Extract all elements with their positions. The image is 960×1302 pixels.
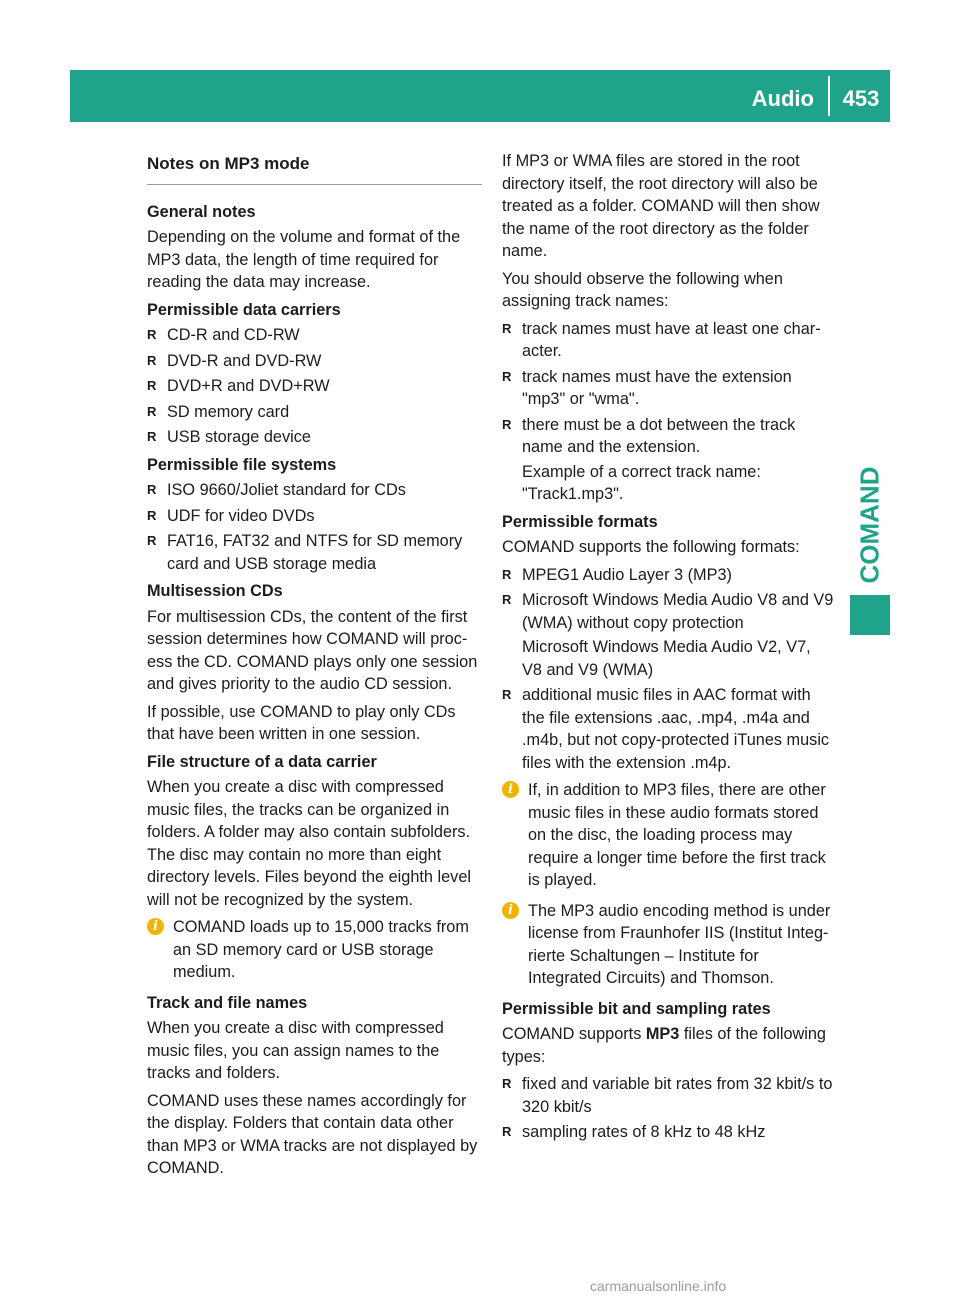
side-tab-label: COMAND (854, 466, 885, 584)
track-example: Example of a correct track name: "Track1.mp3". (522, 462, 761, 503)
list-item: R UDF for video DVDs (147, 505, 482, 528)
info-icon: i (502, 781, 519, 798)
bullet-icon: R (147, 533, 157, 548)
multisession-text: For multisession CDs, the content of the first session determines how COMAND will proc-ess the CD. COMAND plays only one session and gives priority to the audio CD session. (147, 607, 478, 693)
section-title: Audio (751, 86, 814, 111)
formats-intro: COMAND supports the following formats: (502, 538, 800, 556)
track-rules-list (502, 318, 834, 506)
note (147, 916, 482, 984)
formats-heading: Permissible formats (502, 512, 658, 531)
bitrates-intro: COMAND supports MP3 files of the following types: (502, 1025, 826, 1066)
list-item: R DVD-R and DVD-RW (147, 350, 482, 373)
list-item: R Microsoft Windows Media Audio V8 and V9 (WMA) without copy protection Microsoft Windows Media Audio V2, V7, V8 and V9 (WMA) (502, 589, 834, 681)
bullet-icon: R (147, 378, 157, 393)
bullet-icon: R (502, 1076, 512, 1091)
side-block (850, 595, 890, 635)
track-names-text-2: COMAND uses these names accordingly for the display. Folders that contain data other than MP3 or WMA tracks are not displayed by COMAND. (147, 1091, 478, 1177)
general-notes-text: Depending on the volume and format of the MP3 data, the length of time required for reading the data may increase. (147, 228, 461, 291)
left-column (147, 150, 482, 1185)
list-item: R fixed and variable bit rates from 32 kbit/s to 320 kbit/s (502, 1075, 833, 1116)
note-text: If, in addition to MP3 files, there are other music files in these audio formats stored on the disc, the loading process may require a longer time before the first track is played. (528, 781, 826, 889)
bullet-icon: R (502, 1124, 512, 1139)
note (502, 779, 834, 892)
header-divider (828, 76, 830, 116)
bullet-icon: R (147, 507, 157, 523)
bullet-icon: R (147, 482, 157, 497)
bullet-icon: R (147, 429, 157, 444)
list-item: R DVD+R and DVD+RW (147, 375, 482, 398)
file-structure-heading: File structure of a data carrier (147, 752, 377, 771)
bullet-icon: R (502, 320, 512, 336)
right-column (502, 150, 834, 1149)
bullet-icon: R (502, 592, 512, 607)
list-item: R there must be a dot between the track name and the extension. Example of a correct track name: "Track1.mp3". (502, 414, 834, 506)
list-item: R FAT16, FAT32 and NTFS for SD memory card and USB storage media (147, 532, 463, 573)
bullet-icon: R (502, 368, 512, 384)
list-item: R track names must have the extension "mp3" or "wma". (502, 367, 792, 408)
track-names-text: When you create a disc with compressed music files, you can assign names to the tracks and folders. (147, 1019, 444, 1082)
list-item: R track names must have at least one char-acter. (502, 319, 821, 360)
list-item: R sampling rates of 8 kHz to 48 kHz (502, 1121, 834, 1144)
filesystems-list (147, 479, 482, 575)
header-bar (70, 70, 890, 122)
side-tab-comand (850, 466, 890, 584)
list-item: R USB storage device (147, 426, 482, 449)
bullet-icon: R (147, 403, 157, 419)
note-text: COMAND loads up to 15,000 tracks from an SD memory card or USB storage medium. (173, 918, 469, 981)
bullet-icon: R (502, 416, 512, 432)
formats-item-sub: Microsoft Windows Media Audio V2, V7, V8 and V9 (WMA) (522, 638, 811, 679)
track-rules-intro: You should observe the following when assigning track names: (502, 269, 783, 310)
bullet-icon: R (502, 566, 512, 582)
bitrates-heading: Permissible bit and sampling rates (502, 999, 771, 1018)
carriers-heading: Permissible data carriers (147, 300, 341, 319)
formats-list (502, 564, 834, 775)
info-icon: i (147, 918, 164, 935)
bullet-icon: R (502, 687, 512, 702)
list-item: R additional music files in AAC format with the file extensions .aac, .mp4, .m4a and .m4b, but not copy-protected iTunes music files with the extension .m4p. (502, 686, 830, 772)
multisession-text-2: If possible, use COMAND to play only CDs that have been written in one session. (147, 702, 456, 743)
note-text: The MP3 audio encoding method is under license from Fraunhofer IIS (Institut Integ-rierte Schaltungen – Institute for Integrated Circuits) and Thomson. (528, 901, 831, 987)
file-structure-text: When you create a disc with compressed music files, the tracks can be organized in folders. A folder may also contain subfolders. The disc may contain no more than eight directory levels. Files beyond the eighth level will not be recognized by the system. (147, 778, 471, 909)
list-item: R ISO 9660/Joliet standard for CDs (147, 479, 482, 502)
track-names-heading: Track and file names (147, 993, 308, 1012)
info-icon: i (502, 902, 519, 919)
note (502, 900, 834, 990)
list-item: R CD-R and CD-RW (147, 324, 482, 347)
bitrates-list (502, 1073, 834, 1144)
carriers-list (147, 324, 482, 449)
bullet-icon: R (147, 327, 157, 342)
list-item: R SD memory card (147, 401, 482, 424)
multisession-heading: Multisession CDs (147, 582, 283, 600)
watermark: carmanualsonline.info (590, 1278, 727, 1294)
general-notes-heading: General notes (147, 202, 256, 221)
page-number: 453 (842, 86, 880, 111)
filesystems-heading: Permissible file systems (147, 455, 337, 474)
list-item: R MPEG1 Audio Layer 3 (MP3) (502, 564, 834, 587)
page-heading: Notes on MP3 mode (147, 150, 482, 185)
root-dir-text: If MP3 or WMA files are stored in the root directory itself, the root directory will also be treated as a folder. COMAND will then show the name of the root directory as the folder name. (502, 152, 820, 260)
bullet-icon: R (147, 352, 157, 368)
